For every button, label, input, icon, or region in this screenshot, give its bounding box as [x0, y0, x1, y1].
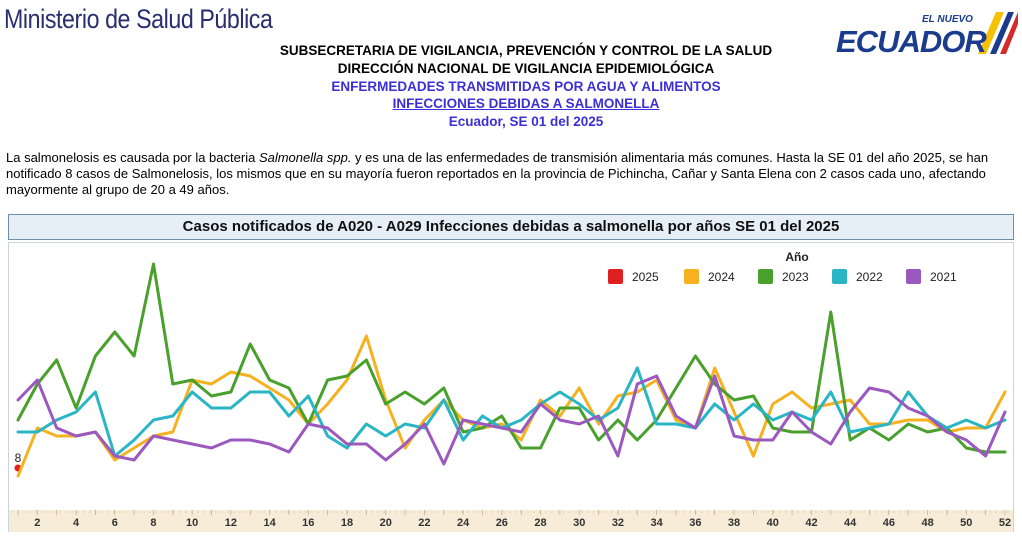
x-axis-dot [551, 511, 552, 512]
x-axis-dot [989, 511, 990, 512]
plot-frame [9, 243, 1014, 532]
line-chart [8, 242, 1014, 532]
x-axis-dot [311, 511, 312, 512]
x-axis-dot [737, 511, 738, 512]
x-axis-dot [809, 511, 810, 512]
x-tick-label: 24 [456, 517, 470, 529]
x-axis-dot [593, 511, 594, 512]
x-axis-dot [509, 511, 510, 512]
x-axis-dot [233, 511, 234, 512]
x-tick-label: 20 [379, 517, 392, 529]
x-axis-dot [53, 511, 54, 512]
x-axis-dot [881, 511, 882, 512]
x-tick-label: 42 [805, 517, 818, 529]
x-axis-dot [827, 511, 828, 512]
x-axis-dot [773, 511, 774, 512]
x-axis-dot [755, 511, 756, 512]
x-axis-dot [317, 511, 318, 512]
x-tick-label: 46 [882, 517, 896, 529]
legend-swatch-2023 [758, 269, 773, 284]
x-axis-dot [461, 511, 462, 512]
x-axis-dot [161, 511, 162, 512]
x-axis-dot [563, 511, 564, 512]
x-tick-label: 52 [998, 517, 1012, 529]
x-axis-dot [605, 511, 606, 512]
x-tick-label: 16 [302, 517, 315, 529]
chart-title: Casos notificados de A020 - A029 Infecciones debidas a salmonella por años SE 01 del 2025 [8, 214, 1014, 240]
x-axis-dot [227, 511, 228, 512]
x-axis-dot [689, 511, 690, 512]
x-axis-dot [521, 511, 522, 512]
legend-title: Año [785, 250, 809, 264]
x-axis-dot [89, 511, 90, 512]
x-axis-dot [659, 511, 660, 512]
x-axis-dot [239, 511, 240, 512]
x-axis-dot [257, 511, 258, 512]
x-axis-dot [209, 511, 210, 512]
x-axis-dot [191, 511, 192, 512]
x-tick-label: 14 [263, 517, 276, 529]
x-axis-dot [953, 511, 954, 512]
x-axis-dot [251, 511, 252, 512]
x-axis-dot [407, 511, 408, 512]
x-axis-dot [869, 511, 870, 512]
x-axis-dot [653, 511, 654, 512]
x-axis-dot [197, 511, 198, 512]
intro-paragraph [6, 150, 1016, 198]
x-axis-dot [515, 511, 516, 512]
x-axis-dot [629, 511, 630, 512]
x-tick-label: 26 [495, 517, 508, 529]
x-axis-dot [785, 511, 786, 512]
x-axis-dot [941, 511, 942, 512]
x-axis-dot [707, 511, 708, 512]
intro-text-1: La salmonelosis es causada por la bacteria [6, 150, 259, 165]
x-axis-dot [359, 511, 360, 512]
legend-label-2025: 2025 [632, 270, 659, 284]
x-axis-dot [113, 511, 114, 512]
x-axis-dot [431, 511, 432, 512]
x-axis-dot [731, 511, 732, 512]
x-axis-dot [839, 511, 840, 512]
x-axis-dot [959, 511, 960, 512]
x-axis-dot [221, 511, 222, 512]
x-axis-dot [983, 511, 984, 512]
x-axis-dot [929, 511, 930, 512]
x-axis-dot [245, 511, 246, 512]
x-axis-dot [791, 511, 792, 512]
x-axis-dot [95, 511, 96, 512]
x-axis-dot [599, 511, 600, 512]
ministry-title: Ministerio de Salud Pública [4, 4, 273, 34]
x-axis-dot [1001, 511, 1002, 512]
x-axis-dot [401, 511, 402, 512]
x-axis-dot [143, 511, 144, 512]
x-axis-dot [641, 511, 642, 512]
x-axis-dot [173, 511, 174, 512]
x-axis-dot [77, 511, 78, 512]
x-axis-dot [299, 511, 300, 512]
x-axis-dot [947, 511, 948, 512]
chart-container [8, 242, 1014, 532]
x-tick-label: 38 [727, 517, 741, 529]
x-axis-dot [473, 511, 474, 512]
x-axis-dot [545, 511, 546, 512]
heading-fecha: Ecuador, SE 01 del 2025 [448, 114, 604, 129]
x-axis-dot [803, 511, 804, 512]
x-axis-dot [437, 511, 438, 512]
x-axis-dot [575, 511, 576, 512]
x-axis-dot [377, 511, 378, 512]
heading-infecciones: INFECCIONES DEBIDAS A SALMONELLA [392, 96, 660, 111]
x-axis-dot [893, 511, 894, 512]
x-axis-dot [743, 511, 744, 512]
x-axis-dot [557, 511, 558, 512]
x-axis-dot [23, 511, 24, 512]
x-tick-label: 4 [72, 517, 80, 529]
logo-small-text: EL NUEVO [922, 14, 973, 25]
x-axis-dot [971, 511, 972, 512]
x-axis-dot [683, 511, 684, 512]
x-axis-band [9, 510, 1013, 532]
data-label-2025: 8 [14, 451, 22, 465]
x-axis-dot [149, 511, 150, 512]
legend-swatch-2024 [684, 269, 699, 284]
x-axis-dot [767, 511, 768, 512]
x-axis-dot [905, 511, 906, 512]
logo-big-text: ECUADOR [836, 24, 986, 59]
x-axis-dot [425, 511, 426, 512]
x-tick-label: 32 [611, 517, 625, 529]
x-tick-label: 34 [650, 517, 663, 529]
x-tick-label: 48 [921, 517, 934, 529]
legend-label-2024: 2024 [708, 270, 735, 284]
x-axis-dot [611, 511, 612, 512]
x-axis-dot [719, 511, 720, 512]
x-axis-dot [647, 511, 648, 512]
x-axis-dot [761, 511, 762, 512]
x-axis-dot [281, 511, 282, 512]
x-axis-dot [71, 511, 72, 512]
x-axis-dot [329, 511, 330, 512]
x-axis-dot [977, 511, 978, 512]
x-axis-dot [305, 511, 306, 512]
x-tick-label: 10 [186, 517, 199, 529]
x-axis-dot [119, 511, 120, 512]
x-axis-dot [341, 511, 342, 512]
x-axis-dot [935, 511, 936, 512]
x-axis-dot [443, 511, 444, 512]
legend-label-2021: 2021 [930, 270, 957, 284]
x-axis-dot [59, 511, 60, 512]
x-axis-dot [917, 511, 918, 512]
x-axis-dot [815, 511, 816, 512]
x-axis-dot [713, 511, 714, 512]
x-axis-dot [449, 511, 450, 512]
x-axis-dot [503, 511, 504, 512]
x-tick-label: 18 [340, 517, 354, 529]
x-axis-dot [833, 511, 834, 512]
x-tick-label: 6 [111, 517, 118, 529]
x-axis-dot [47, 511, 48, 512]
x-axis-dot [413, 511, 414, 512]
x-axis-dot [1007, 511, 1008, 512]
x-axis-dot [797, 511, 798, 512]
x-axis-dot [137, 511, 138, 512]
x-tick-label: 2 [34, 517, 41, 529]
legend-swatch-2025 [608, 269, 623, 284]
x-axis-dot [851, 511, 852, 512]
x-axis-dot [83, 511, 84, 512]
x-axis-dot [65, 511, 66, 512]
x-axis-dot [179, 511, 180, 512]
x-axis-dot [371, 511, 372, 512]
x-axis-dot [671, 511, 672, 512]
x-axis-dot [29, 511, 30, 512]
x-axis-dot [497, 511, 498, 512]
x-tick-label: 12 [224, 517, 238, 529]
x-axis-dot [539, 511, 540, 512]
x-axis-dot [185, 511, 186, 512]
x-axis-dot [383, 511, 384, 512]
x-axis-dot [203, 511, 204, 512]
x-axis-dot [701, 511, 702, 512]
x-axis-dot [863, 511, 864, 512]
x-axis-dot [365, 511, 366, 512]
x-axis-dot [677, 511, 678, 512]
heading-direccion: DIRECCIÓN NACIONAL DE VIGILANCIA EPIDEMIOLÓGICA [337, 61, 715, 76]
x-axis-dot [665, 511, 666, 512]
x-tick-label: 22 [418, 517, 431, 529]
x-tick-label: 30 [573, 517, 586, 529]
x-axis-dot [353, 511, 354, 512]
x-axis-dot [467, 511, 468, 512]
x-axis-dot [167, 511, 168, 512]
x-axis-dot [779, 511, 780, 512]
x-axis-dot [635, 511, 636, 512]
x-axis-dot [347, 511, 348, 512]
x-axis-dot [887, 511, 888, 512]
x-axis-dot [323, 511, 324, 512]
x-axis-dot [419, 511, 420, 512]
x-axis-dot [725, 511, 726, 512]
x-axis-dot [923, 511, 924, 512]
x-axis-dot [17, 511, 18, 512]
x-axis-dot [263, 511, 264, 512]
x-tick-label: 36 [689, 517, 702, 529]
x-axis-dot [875, 511, 876, 512]
x-axis-dot [131, 511, 132, 512]
x-axis-dot [125, 511, 126, 512]
x-axis-dot [11, 511, 12, 512]
heading-subsecretaria: SUBSECRETARIA DE VIGILANCIA, PREVENCIÓN Y CONTROL DE LA SALUD [279, 43, 773, 58]
x-axis-dot [389, 511, 390, 512]
x-axis-dot [335, 511, 336, 512]
x-axis-dot [35, 511, 36, 512]
x-axis-dot [911, 511, 912, 512]
x-tick-label: 28 [534, 517, 547, 529]
x-axis-dot [491, 511, 492, 512]
x-axis-dot [269, 511, 270, 512]
x-axis-dot [533, 511, 534, 512]
x-axis-dot [623, 511, 624, 512]
x-tick-label: 8 [150, 517, 157, 529]
x-axis-dot [215, 511, 216, 512]
x-axis-dot [695, 511, 696, 512]
legend-swatch-2021 [906, 269, 921, 284]
x-axis-dot [857, 511, 858, 512]
legend-swatch-2022 [832, 269, 847, 284]
x-tick-label: 50 [960, 517, 973, 529]
x-axis-dot [845, 511, 846, 512]
x-tick-label: 40 [766, 517, 779, 529]
x-tick-label: 44 [844, 517, 857, 529]
x-axis-dot [287, 511, 288, 512]
x-axis-dot [41, 511, 42, 512]
x-axis-dot [965, 511, 966, 512]
x-axis-dot [293, 511, 294, 512]
x-axis-dot [455, 511, 456, 512]
intro-text-2: y es una de las enfermedades de transmisión alimentaria más comunes. Hasta la SE 01 del año 2025, se han notificado 8 casos de Salmonelosis, los mismos que en su mayoría fueron reportados en la provincia de Pichincha, Cañar y Santa Elena con 2 casos cada uno, afectando mayormente al grupo de 20 a 49 años. [6, 150, 989, 197]
heading-enfermedades: ENFERMEDADES TRANSMITIDAS POR AGUA Y ALIMENTOS [331, 79, 721, 94]
legend-label-2022: 2022 [856, 270, 883, 284]
x-axis-dot [587, 511, 588, 512]
x-axis-dot [395, 511, 396, 512]
x-axis-dot [899, 511, 900, 512]
x-axis-dot [617, 511, 618, 512]
x-axis-dot [107, 511, 108, 512]
x-axis-dot [581, 511, 582, 512]
x-axis-dot [569, 511, 570, 512]
intro-italic: Salmonella spp. [258, 150, 352, 165]
x-axis-dot [821, 511, 822, 512]
legend-label-2023: 2023 [782, 270, 809, 284]
x-axis-dot [749, 511, 750, 512]
x-axis-dot [101, 511, 102, 512]
x-axis-dot [527, 511, 528, 512]
x-axis-dot [155, 511, 156, 512]
x-axis-dot [995, 511, 996, 512]
x-axis-dot [479, 511, 480, 512]
x-axis-dot [275, 511, 276, 512]
x-axis-dot [485, 511, 486, 512]
